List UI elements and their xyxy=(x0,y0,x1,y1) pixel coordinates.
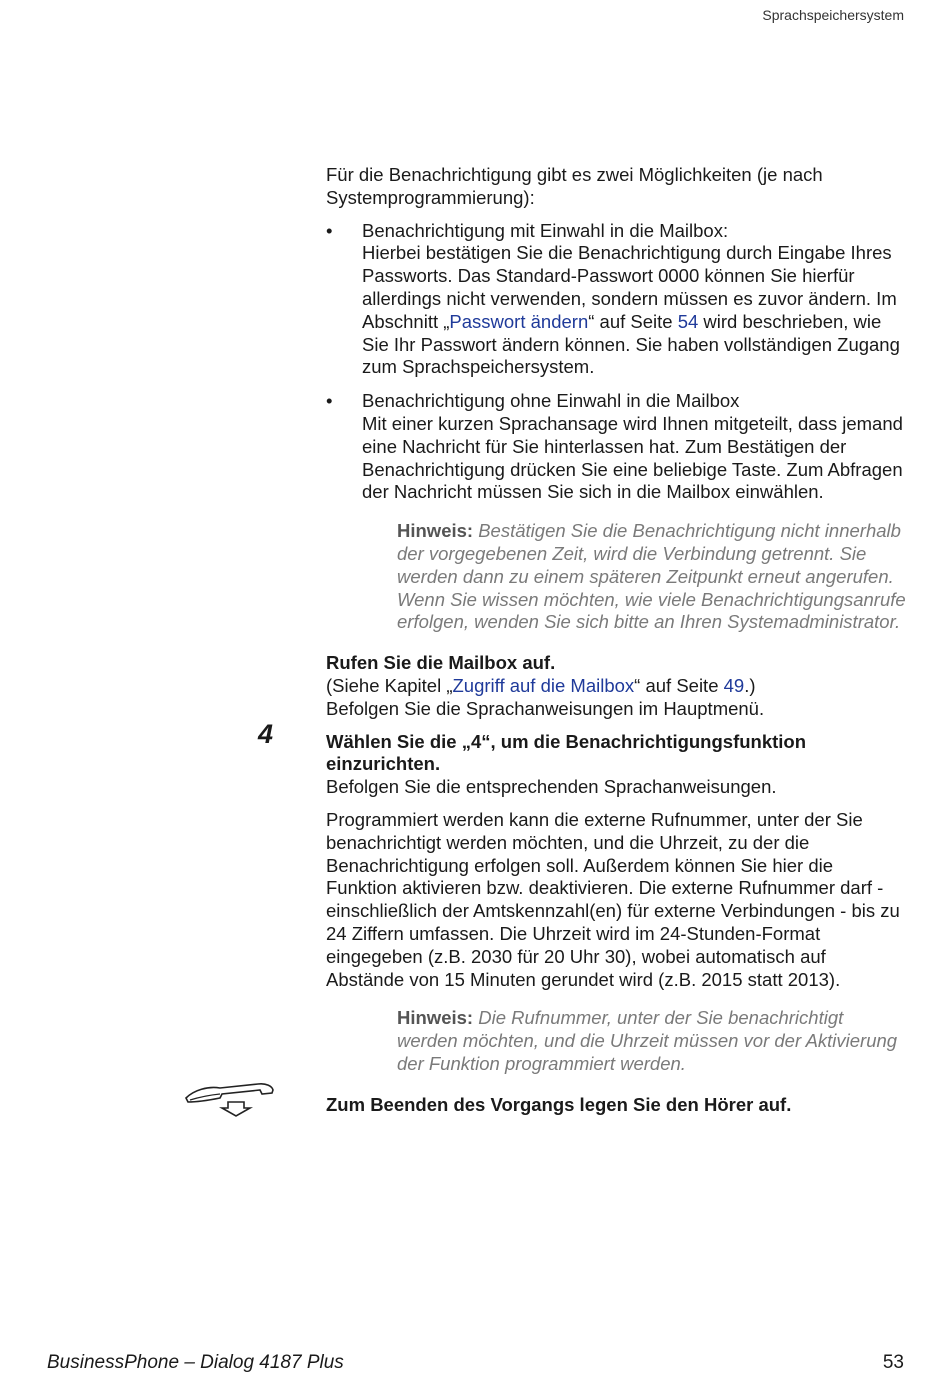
step-4-block xyxy=(258,718,906,992)
call-title: Rufen Sie die Mailbox auf. xyxy=(326,652,556,674)
link-passwort-aendern[interactable]: Passwort ändern xyxy=(449,310,589,332)
link-zugriff-mailbox[interactable]: Zugriff auf die Mailbox xyxy=(452,674,635,696)
step-title: Wählen Sie die „4“, um die Benachrichtigungsfunktion einzurichten. xyxy=(326,730,807,775)
page-reference[interactable]: 54 xyxy=(677,310,699,332)
page-reference[interactable]: 49 xyxy=(723,674,745,696)
footer-product: BusinessPhone – Dialog 4187 Plus xyxy=(47,1352,344,1373)
step-instruction: Befolgen Sie die entsprechenden Sprachanweisungen. xyxy=(326,776,777,798)
page-number: 53 xyxy=(882,1352,904,1373)
bullet-title: Benachrichtigung ohne Einwahl in die Mailbox xyxy=(362,390,740,412)
page-content xyxy=(258,164,906,1116)
ref-text-part: (Siehe Kapitel „ xyxy=(326,674,453,696)
bullet-text-part: “ auf Seite xyxy=(588,310,678,332)
bullet-item xyxy=(326,390,906,504)
handset-hang-up-icon xyxy=(180,1080,280,1120)
bullet-text-part: wird beschrieben, wie Sie Ihr Passwort ändern können. Sie haben vollständigen Zugang zum Sprachspeichersystem. xyxy=(362,310,900,378)
end-block xyxy=(326,1094,906,1117)
step-paragraph: Programmiert werden kann die externe Rufnummer, unter der Sie benachrichtigt werden möchten, und die Uhrzeit, zu der die Benachrichtigung erfolgen soll. Außerdem können Sie hier die Funktion aktivieren bzw. deaktivieren. Die externe Rufnummer darf - einschließlich der Amtskennzahl(en) für externe Verbindungen - bis zu 24 Ziffern umfassen. Die Uhrzeit wird im 24-Stunden-Format eingegeben (z.B. 2030 für 20 Uhr 30), wobei automatisch auf Abstände von 15 Minuten gerundet wird (z.B. 2015 statt 2013). xyxy=(326,808,900,990)
bullet-text-part: Hierbei bestätigen Sie die Benachrichtigung durch Eingabe Ihres Passworts. Das Standard-Passwort 0000 können Sie hierfür allerdings nicht verwenden, sondern müssen es zuvor ändern. Im Abschnitt „ xyxy=(362,242,897,332)
running-header: Sprachspeichersystem xyxy=(762,7,904,23)
bullet-dot: • xyxy=(326,390,333,412)
call-instruction: Befolgen Sie die Sprachanweisungen im Hauptmenü. xyxy=(326,697,765,719)
bullet-title: Benachrichtigung mit Einwahl in die Mailbox: xyxy=(362,219,729,241)
note-text: Die Rufnummer, unter der Sie benachrichtigt werden möchten, und die Uhrzeit müssen vor der Aktivierung der Funktion programmiert werden. xyxy=(397,1007,898,1074)
bullet-text: Mit einer kurzen Sprachansage wird Ihnen mitgeteilt, dass jemand eine Nachricht für Sie hinterlassen hat. Zum Bestätigen der Benachrichtigung drücken Sie eine beliebige Taste. Zum Abfragen der Nachricht müssen Sie sich in die Mailbox einwählen. xyxy=(362,412,903,503)
ref-text-part: “ auf Seite xyxy=(634,674,724,696)
call-mailbox-block xyxy=(326,652,906,720)
call-reference xyxy=(326,675,906,698)
note-box xyxy=(397,520,906,634)
note-label: Hinweis: xyxy=(397,520,474,542)
note-label: Hinweis: xyxy=(397,1007,474,1029)
end-instruction: Zum Beenden des Vorgangs legen Sie den Hörer auf. xyxy=(326,1093,792,1115)
note-text: Bestätigen Sie die Benachrichtigung nicht innerhalb der vorgegebenen Zeit, wird die Verbindung getrennt. Sie werden dann zu einem späteren Zeitpunkt erneut angerufen. Wenn Sie wissen möchten, wie viele Benachrichtigungsanrufe erfolgen, wenden Sie sich bitte an Ihren Systemadministrator. xyxy=(397,520,906,633)
bullet-item xyxy=(326,220,906,380)
bullet-dot: • xyxy=(326,219,333,241)
bullet-text xyxy=(362,242,906,379)
ref-text-part: .) xyxy=(744,674,756,696)
step-number: 4 xyxy=(258,718,274,749)
intro-text: Für die Benachrichtigung gibt es zwei Möglichkeiten (je nach Systemprogrammierung): xyxy=(326,164,823,208)
note-box xyxy=(397,1007,906,1075)
